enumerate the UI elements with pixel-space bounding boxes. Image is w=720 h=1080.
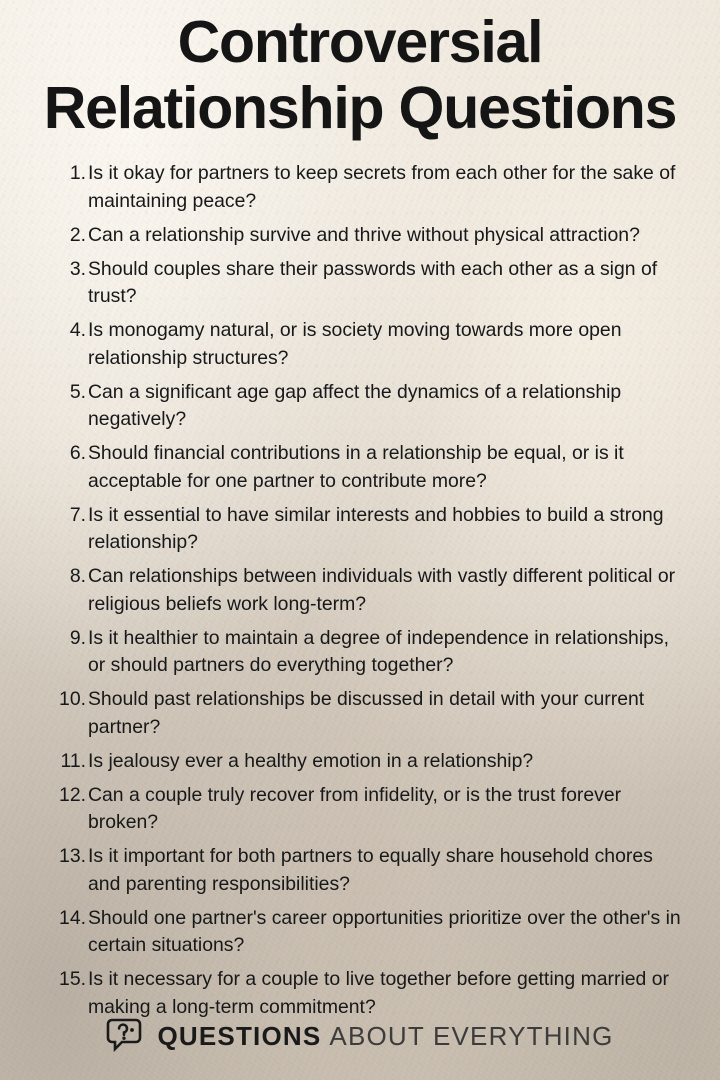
list-item: Should financial contributions in a relationship be equal, or is it acceptable for one partner to contribute more? xyxy=(88,442,624,492)
brand-name-bold: QUESTIONS xyxy=(157,1020,322,1051)
list-item: Can a significant age gap affect the dynamics of a relationship negatively? xyxy=(88,380,622,431)
list-item: Should couples share their passwords with each other as a sign of trust? xyxy=(88,257,658,308)
speech-bubble-question-icon xyxy=(106,1016,146,1056)
page-title xyxy=(18,0,702,142)
title-line-1: Controversial xyxy=(177,9,543,75)
brand-name-light: ABOUT EVERYTHING xyxy=(329,1020,614,1051)
questions-list xyxy=(38,160,688,1021)
list-item: Is monogamy natural, or is society moving towards more open relationship structures? xyxy=(88,319,622,369)
questions-section xyxy=(18,160,702,1021)
list-item: Should past relationships be discussed in detail with your current partner? xyxy=(88,688,645,738)
brand-wordmark xyxy=(157,1021,613,1052)
list-item: Is it essential to have similar interests and hobbies to build a strong relationship? xyxy=(88,503,664,554)
list-item: Is it okay for partners to keep secrets from each other for the sake of maintaining peace? xyxy=(88,162,676,212)
list-item: Can a relationship survive and thrive without physical attraction? xyxy=(88,223,640,246)
list-item: Is it necessary for a couple to live together before getting married or making a long-term commitment? xyxy=(88,968,669,1018)
list-item: Is jealousy ever a healthy emotion in a relationship? xyxy=(88,749,534,772)
footer-branding xyxy=(0,1016,720,1056)
list-item: Can relationships between individuals with vastly different political or religious beliefs work long-term? xyxy=(88,565,676,615)
title-line-2: Relationship Questions xyxy=(43,75,677,142)
list-item: Is it healthier to maintain a degree of independence in relationships, or should partners do everything together? xyxy=(88,626,670,677)
list-item: Should one partner's career opportunities prioritize over the other's in certain situations? xyxy=(88,906,681,957)
list-item: Can a couple truly recover from infidelity, or is the trust forever broken? xyxy=(88,783,622,834)
list-item: Is it important for both partners to equally share household chores and parenting responsibilities? xyxy=(88,845,653,895)
